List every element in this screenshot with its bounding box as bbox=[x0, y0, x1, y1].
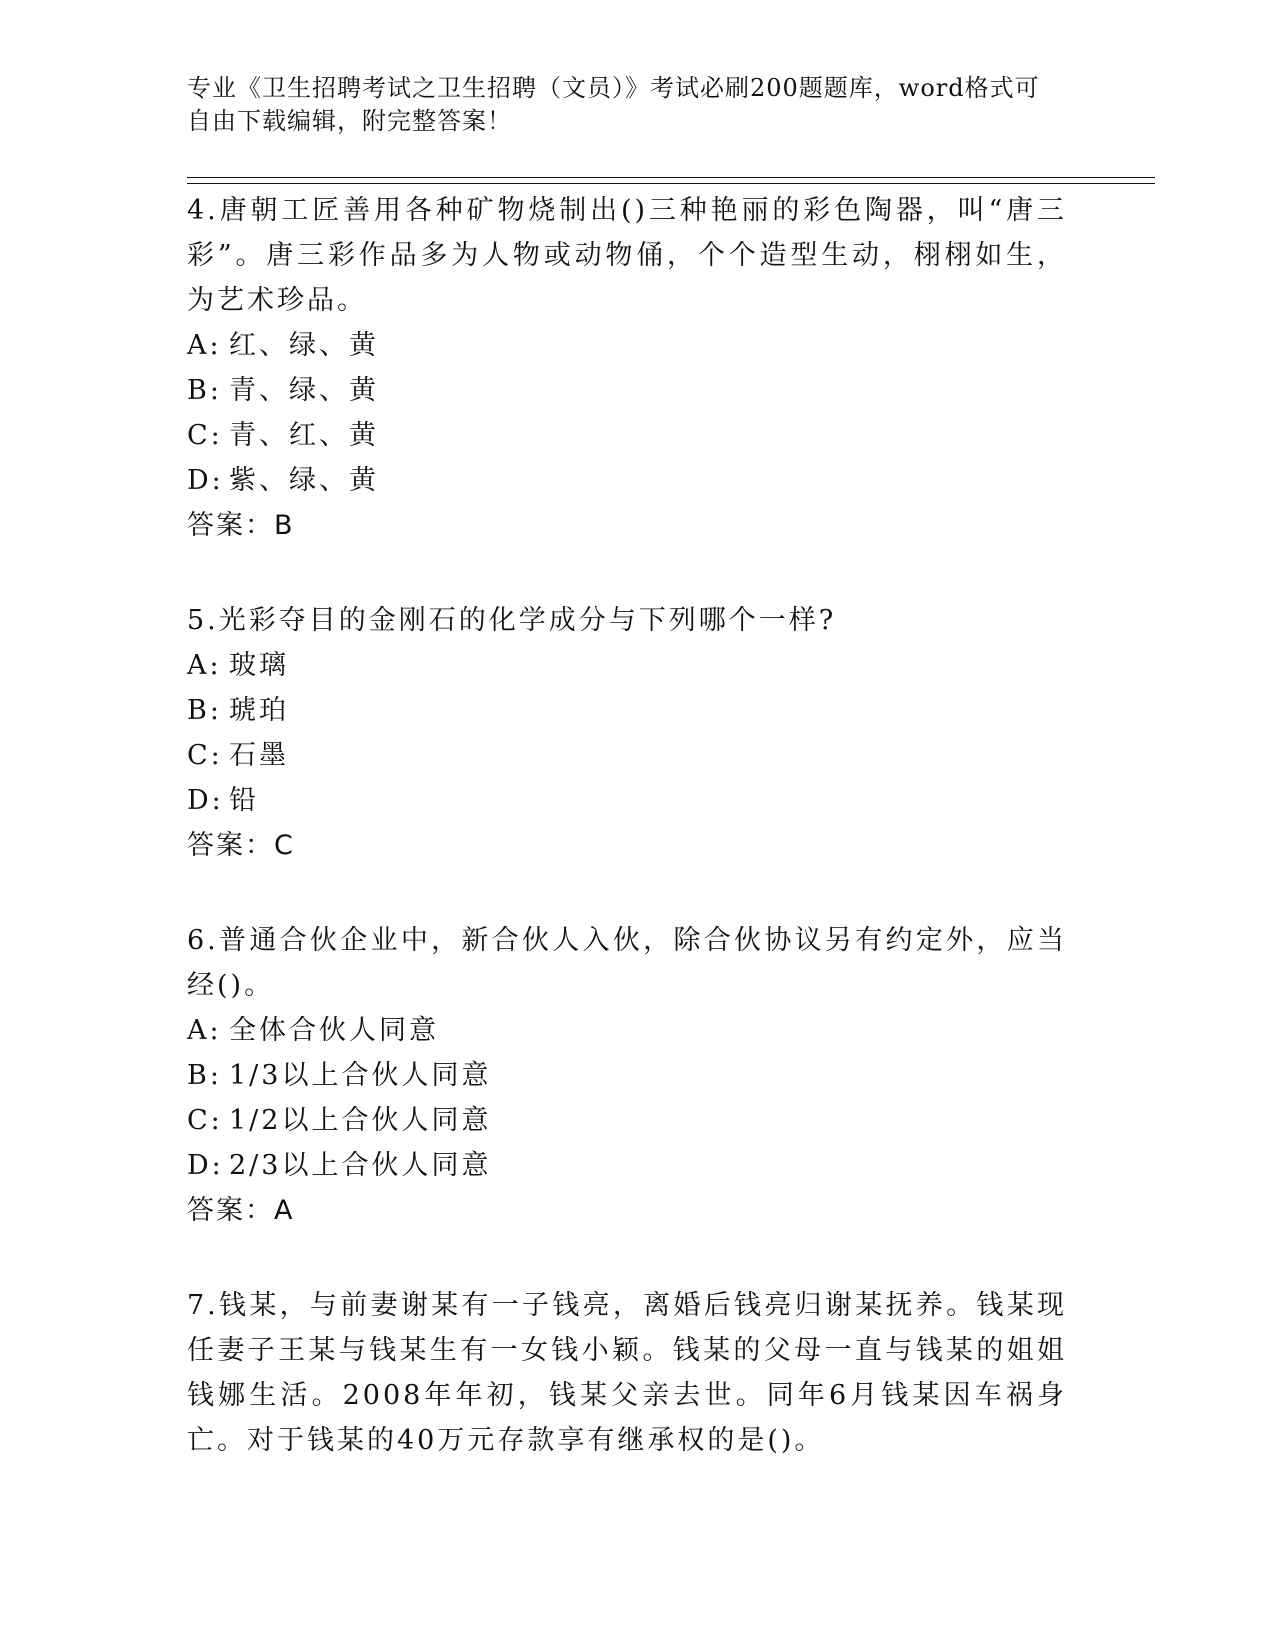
option-text: 玻璃 bbox=[229, 650, 289, 681]
question-stem: 5.光彩夺目的金刚石的化学成分与下列哪个一样? bbox=[187, 605, 837, 636]
option-d bbox=[187, 458, 1067, 503]
question-stem: 7.钱某，与前妻谢某有一子钱亮，离婚后钱亮归谢某抚养。钱某现任妻子王某与钱某生有一女钱小颖。钱某的父母一直与钱某的姐姐钱娜生活。2008年年初，钱某父亲去世。同年6月钱某因车祸身亡。对于钱某的40万元存款享有继承权的是()。 bbox=[187, 1290, 1067, 1456]
option-a bbox=[187, 643, 1067, 688]
option-key: A: bbox=[187, 650, 222, 681]
option-text: 红、绿、黄 bbox=[229, 330, 379, 361]
answer: 答案：A bbox=[187, 1195, 295, 1226]
question-5 bbox=[187, 598, 1067, 868]
option-d bbox=[187, 778, 1067, 823]
option-key: D: bbox=[187, 1150, 224, 1181]
option-text: 琥珀 bbox=[229, 695, 289, 726]
option-key: C: bbox=[187, 420, 223, 451]
option-key: C: bbox=[187, 740, 223, 771]
option-c bbox=[187, 733, 1067, 778]
option-key: B: bbox=[187, 695, 222, 726]
header-divider-top bbox=[187, 177, 1155, 178]
option-d bbox=[187, 1143, 1067, 1188]
document-header: 专业《卫生招聘考试之卫生招聘（文员）》考试必刷200题题库，word格式可自由下载编辑，附完整答案！ bbox=[187, 74, 1040, 135]
option-key: B: bbox=[187, 1060, 222, 1091]
option-text: 紫、绿、黄 bbox=[229, 465, 379, 496]
option-b bbox=[187, 1053, 1067, 1098]
option-key: A: bbox=[187, 330, 222, 361]
answer: 答案：C bbox=[187, 830, 295, 861]
option-text: 1/2以上合伙人同意 bbox=[229, 1105, 492, 1136]
question-6 bbox=[187, 918, 1067, 1233]
option-key: D: bbox=[187, 785, 224, 816]
option-key: A: bbox=[187, 1015, 222, 1046]
option-text: 石墨 bbox=[229, 740, 289, 771]
question-stem: 4.唐朝工匠善用各种矿物烧制出()三种艳丽的彩色陶器，叫“唐三彩”。唐三彩作品多为人物或动物俑，个个造型生动，栩栩如生，为艺术珍品。 bbox=[187, 195, 1067, 316]
option-b bbox=[187, 368, 1067, 413]
option-b bbox=[187, 688, 1067, 733]
option-text: 2/3以上合伙人同意 bbox=[229, 1150, 492, 1181]
option-text: 青、绿、黄 bbox=[229, 375, 379, 406]
option-text: 1/3以上合伙人同意 bbox=[229, 1060, 492, 1091]
option-text: 铅 bbox=[229, 785, 259, 816]
option-text: 青、红、黄 bbox=[229, 420, 379, 451]
option-c bbox=[187, 1098, 1067, 1143]
option-text: 全体合伙人同意 bbox=[229, 1015, 439, 1046]
option-key: B: bbox=[187, 375, 222, 406]
option-key: C: bbox=[187, 1105, 223, 1136]
option-c bbox=[187, 413, 1067, 458]
answer: 答案：B bbox=[187, 510, 295, 541]
question-stem: 6.普通合伙企业中，新合伙人入伙，除合伙协议另有约定外，应当经()。 bbox=[187, 925, 1067, 1001]
question-7 bbox=[187, 1283, 1067, 1463]
question-4 bbox=[187, 188, 1067, 548]
option-a bbox=[187, 323, 1067, 368]
header-divider-bottom bbox=[187, 183, 1155, 184]
option-key: D: bbox=[187, 465, 224, 496]
option-a bbox=[187, 1008, 1067, 1053]
